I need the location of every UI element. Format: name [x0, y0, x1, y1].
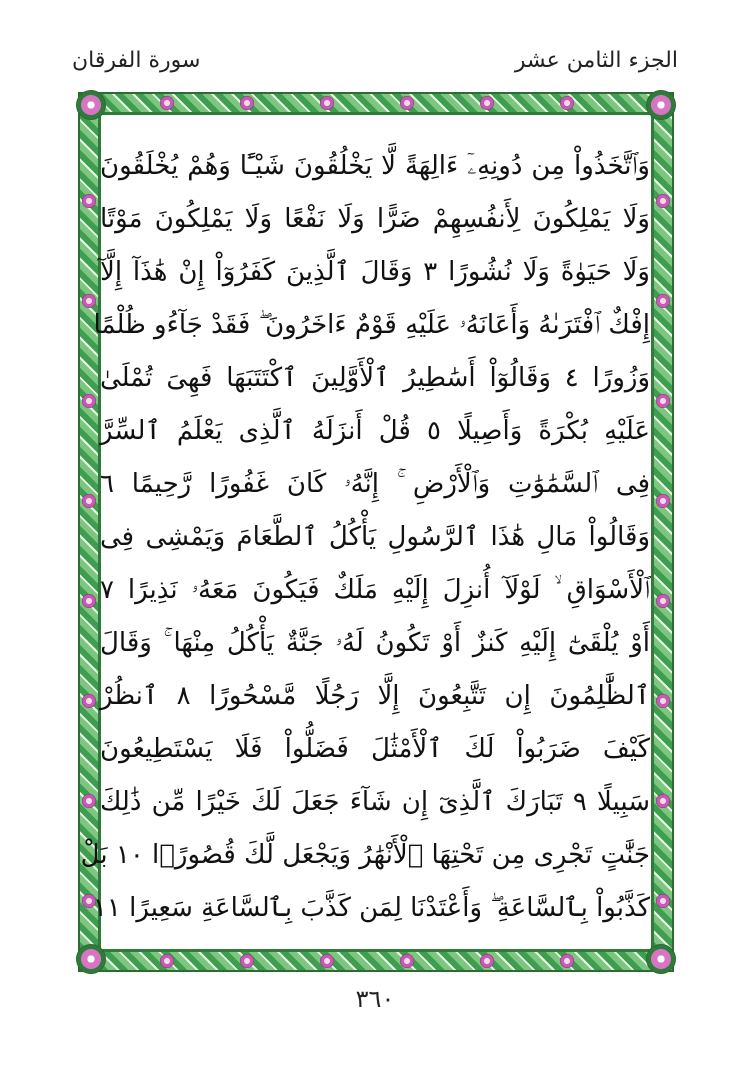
border-flower [82, 594, 96, 608]
border-flower [480, 96, 494, 110]
border-flower [160, 954, 174, 968]
page-number: ٣٦٠ [355, 985, 395, 1013]
border-flower [656, 894, 670, 908]
corner-rosette-bottom-right [646, 944, 676, 974]
border-flower [82, 194, 96, 208]
border-flower [320, 96, 334, 110]
text-line: ٱلْأَسْوَاقِ ۙ لَوْلَآ أُنزِلَ إِلَيْهِ مَلَكٌ فَيَكُونَ مَعَهُۥ نَذِيرًا ٧ [100, 575, 650, 605]
text-line: وَٱتَّخَذُواْ مِن دُونِهِۦٓ ءَالِهَةً لَّا يَخْلُقُونَ شَيْـًٔا وَهُمْ يُخْلَقُونَ [100, 151, 650, 181]
surah-title: سورة الفرقان [72, 48, 201, 73]
border-flower [656, 494, 670, 508]
text-line: إِفْكٌ ٱفْتَرَىٰهُ وَأَعَانَهُۥ عَلَيْهِ قَوْمٌ ءَاخَرُونَ ۖ فَقَدْ جَآءُو ظُلْمًا [93, 310, 650, 340]
border-flower [656, 594, 670, 608]
border-flower [656, 694, 670, 708]
border-flower [82, 494, 96, 508]
border-flower [82, 694, 96, 708]
text-line: فِى ٱلسَّمَٰوَٰتِ وَٱلْأَرْضِ ۚ إِنَّهُۥ كَانَ غَفُورًا رَّحِيمًا ٦ [100, 469, 650, 499]
page-header [72, 48, 678, 88]
border-flower [160, 96, 174, 110]
border-flower [82, 794, 96, 808]
border-flower [656, 394, 670, 408]
corner-rosette-bottom-left [76, 944, 106, 974]
border-flower [480, 954, 494, 968]
juz-title: الجزء الثامن عشر [514, 48, 678, 73]
border-flower [400, 96, 414, 110]
text-line: جَنَّٰتٍ تَجْرِى مِن تَحْتِهَا ٱلْأَنْهَٰرُ وَيَجْعَل لَّكَ قُصُورًۢا ١٠ بَلْ [80, 840, 650, 870]
border-flower [560, 96, 574, 110]
border-flower [320, 954, 334, 968]
text-line: ٱلظَّٰلِمُونَ إِن تَتَّبِعُونَ إِلَّا رَجُلًا مَّسْحُورًا ٨ ٱنظُرْ [100, 681, 650, 711]
text-line: عَلَيْهِ بُكْرَةً وَأَصِيلًا ٥ قُلْ أَنزَلَهُ ٱلَّذِى يَعْلَمُ ٱلسِّرَّ [100, 416, 650, 446]
border-flower [656, 794, 670, 808]
border-flower [400, 954, 414, 968]
corner-rosette-top-right [646, 90, 676, 120]
text-line: أَوْ يُلْقَىٰٓ إِلَيْهِ كَنزٌ أَوْ تَكُونُ لَهُۥ جَنَّةٌ يَأْكُلُ مِنْهَا ۚ وَقَالَ [100, 628, 650, 658]
text-line: وَلَا حَيَوٰةً وَلَا نُشُورًا ٣ وَقَالَ ٱلَّذِينَ كَفَرُوٓاْ إِنْ هَٰذَآ إِلَّآ [100, 257, 650, 287]
border-flower [82, 394, 96, 408]
corner-rosette-top-left [76, 90, 106, 120]
border-flower [656, 294, 670, 308]
text-line: وَزُورًا ٤ وَقَالُوٓاْ أَسَٰطِيرُ ٱلْأَوَّلِينَ ٱكْتَتَبَهَا فَهِىَ تُمْلَىٰ [100, 363, 650, 393]
quran-text-block [80, 140, 650, 945]
text-line: وَقَالُواْ مَالِ هَٰذَا ٱلرَّسُولِ يَأْكُلُ ٱلطَّعَامَ وَيَمْشِى فِى [100, 522, 650, 552]
text-line: كَذَّبُواْ بِٱلسَّاعَةِ ۖ وَأَعْتَدْنَا لِمَن كَذَّبَ بِٱلسَّاعَةِ سَعِيرًا ١١ [92, 893, 650, 923]
text-line: سَبِيلًا ٩ تَبَارَكَ ٱلَّذِىٓ إِن شَآءَ جَعَلَ لَكَ خَيْرًا مِّن ذَٰلِكَ [100, 787, 650, 817]
text-line: كَيْفَ ضَرَبُواْ لَكَ ٱلْأَمْثَٰلَ فَضَلُّواْ فَلَا يَسْتَطِيعُونَ [100, 734, 650, 764]
border-flower [240, 954, 254, 968]
text-line: وَلَا يَمْلِكُونَ لِأَنفُسِهِمْ ضَرًّا وَلَا نَفْعًا وَلَا يَمْلِكُونَ مَوْتًا [100, 204, 650, 234]
border-flower [240, 96, 254, 110]
border-flower [560, 954, 574, 968]
border-flower [656, 194, 670, 208]
